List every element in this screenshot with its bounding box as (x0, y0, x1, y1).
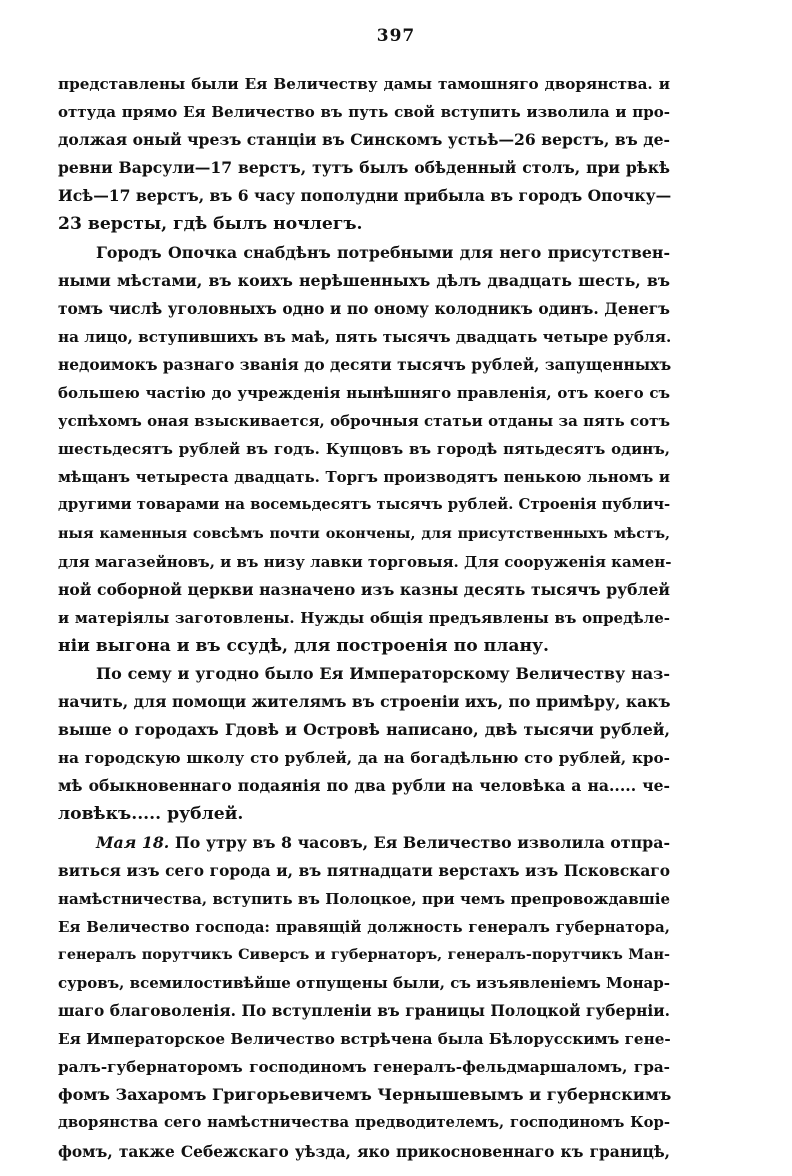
entry-date: Мая 18. (96, 832, 170, 852)
text-line: ной соборной церкви назначено изъ казны десять тысячъ рублей (58, 579, 670, 599)
text-line: ныя каменныя совсѣмъ почти окончены, для присутственныхъ мѣстъ, (58, 524, 670, 542)
page-number: 397 (376, 26, 416, 46)
paragraph-1 (58, 70, 670, 239)
text-line: другими товарами на восемьдесятъ тысячъ рублей. Строенія публич- (58, 496, 671, 514)
text-line: успѣхомъ оная взыскивается, оброчныя статьи отданы за пять сотъ (58, 412, 670, 431)
text-line: ніи выгона и въ ссудѣ, для построенія по плану. (58, 635, 550, 656)
text-line: 23 версты, гдѣ былъ ночлегъ. (58, 214, 363, 235)
text-line: ревни Варсули—17 верстъ, тутъ былъ обѣденный столъ, при рѣкѣ (58, 158, 670, 178)
text-line: для магазейновъ, и въ низу лавки торговыя. Для сооруженія камен- (58, 552, 672, 571)
text-line: начить, для помощи жителямъ въ строеніи ихъ, по примѣру, какъ (58, 692, 671, 712)
paragraph-4 (58, 829, 670, 1166)
text-line: намѣстничества, вступить въ Полоцкое, при чемъ препровождавшіе (58, 889, 670, 908)
paragraph-2 (58, 239, 670, 660)
paragraph-3 (58, 660, 670, 829)
text-line: Ея Величество господа: правящій должность генералъ губернатора, (58, 917, 670, 936)
text-line: дворянства сего намѣстничества предводителемъ, господиномъ Кор- (58, 1114, 670, 1132)
text-line: оттуда прямо Ея Величество въ путь свой вступить изволила и про- (58, 103, 670, 122)
text-line: выше о городахъ Гдовѣ и Островѣ написано, двѣ тысячи рублей, (58, 720, 670, 740)
text-line: на лицо, вступившихъ въ маѣ, пять тысячъ двадцать четыре рубля. (58, 327, 672, 346)
text-line: мѣщанъ четыреста двадцать. Торгъ производятъ пенькою льномъ и (58, 468, 670, 487)
text-line: шестьдесятъ рублей въ годъ. Купцовъ въ городѣ пятьдесятъ одинъ, (58, 440, 670, 459)
text-line: фомъ, также Себежскаго уѣзда, яко прикосновеннаго къ границѣ, (58, 1142, 670, 1161)
text-line: ралъ-губернаторомъ господиномъ генералъ-фельдмаршаломъ, гра- (58, 1058, 670, 1077)
text-line (58, 829, 670, 857)
text-line: на городскую школу сто рублей, да на богадѣльню сто рублей, кро- (58, 749, 670, 768)
text-line: По сему и угодно было Ея Императорскому Величеству наз- (96, 663, 670, 683)
text-line: Ея Императорское Величество встрѣчена была Бѣлорусскимъ гене- (58, 1030, 671, 1049)
text-line: представлены были Ея Величеству дамы тамошняго дворянства. и (58, 75, 670, 93)
text-line: ловѣкъ..... рублей. (58, 804, 244, 825)
text-line: суровъ, всемилостивѣйше отпущены были, съ изъявленіемъ Монар- (58, 974, 670, 992)
text-line: мѣ обыкновеннаго подаянія по два рубли на человѣка а на..... чe- (58, 776, 670, 796)
text-line: и матеріялы заготовлены. Нужды общія предъявлены въ опредѣле- (58, 608, 670, 627)
text-line: Исѣ—17 верстъ, въ 6 часу пополудни прибыла въ городъ Опочку— (58, 186, 672, 206)
text-line: виться изъ сего города и, въ пятнадцати верстахъ изъ Псковскаго (58, 861, 670, 880)
text-line: Городъ Опочка снабдѣнъ потребными для него присутствен- (96, 242, 670, 262)
text-line: шаго благоволенія. По вступленіи въ границы Полоцкой губерніи. (58, 1002, 670, 1021)
text-line: ными мѣстами, въ коихъ нерѣшенныхъ дѣлъ двадцать шесть, въ (58, 270, 670, 290)
text-line: большею частію до учрежденія нынѣшняго правленія, отъ коего съ (58, 384, 670, 403)
text-line: недоимокъ разнаго званія до десяти тысячъ рублей, запущенныхъ (58, 355, 672, 374)
text-line: фомъ Захаромъ Григорьевичемъ Чернышевымъ и губернскимъ (58, 1085, 672, 1105)
body-text (58, 70, 670, 1166)
text-line: томъ числѣ уголовныхъ одно и по оному колодникъ одинъ. Денегъ (58, 299, 670, 318)
text-line: должая оный чрезъ станціи въ Синскомъ устьѣ—26 верстъ, въ де- (58, 130, 670, 150)
text-line-content: По утру въ 8 часовъ, Ея Величество изволила отпра- (174, 832, 670, 852)
text-line: генералъ порутчикъ Сиверсъ и губернаторъ, генералъ-порутчикъ Ман- (58, 945, 670, 963)
